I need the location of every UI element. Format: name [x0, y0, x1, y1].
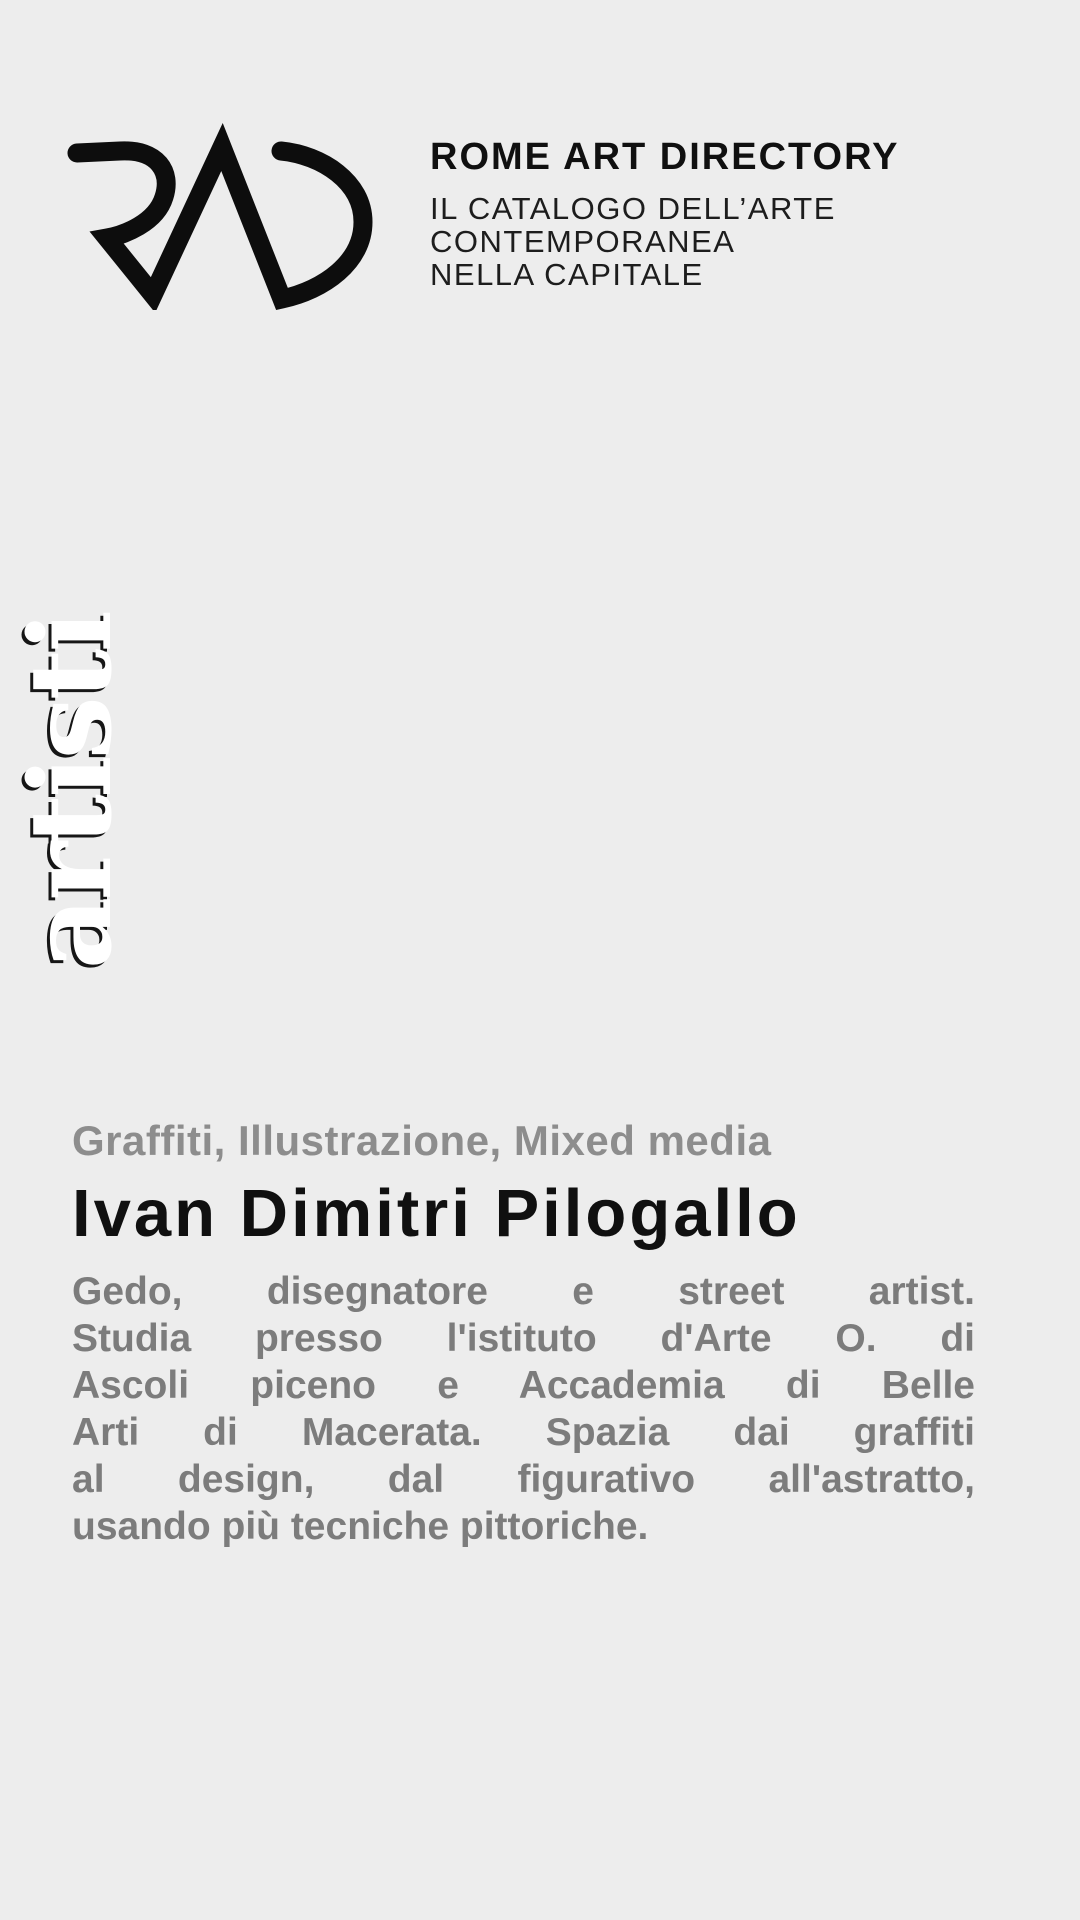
- bio-line: Arti di Macerata. Spazia dai graffiti: [72, 1411, 975, 1454]
- bio-line: Gedo, disegnatore e street artist.: [72, 1270, 975, 1313]
- brand-subtitle: [430, 192, 1010, 291]
- brand-subtitle-line-1: IL CATALOGO DELL’ARTE: [430, 191, 836, 226]
- section-label-artisti: artisti: [6, 614, 137, 970]
- brand-title: ROME ART DIRECTORY: [430, 136, 900, 178]
- brand-subtitle-line-2: CONTEMPORANEA: [430, 224, 736, 259]
- bio-line: al design, dal figurativo all'astratto,: [72, 1458, 975, 1501]
- brand-header: [430, 138, 1010, 291]
- bio-line: usando più tecniche pittoriche.: [72, 1505, 649, 1548]
- rad-logo-icon: [60, 120, 380, 310]
- bio-line: Ascoli piceno e Accademia di Belle: [72, 1364, 975, 1407]
- brand-subtitle-line-3: NELLA CAPITALE: [430, 257, 704, 292]
- bio-line: Studia presso l'istituto d'Arte O. di: [72, 1317, 975, 1360]
- artist-bio: [72, 1268, 975, 1550]
- artist-name: Ivan Dimitri Pilogallo: [72, 1176, 801, 1251]
- artist-categories: Graffiti, Illustrazione, Mixed media: [72, 1117, 772, 1164]
